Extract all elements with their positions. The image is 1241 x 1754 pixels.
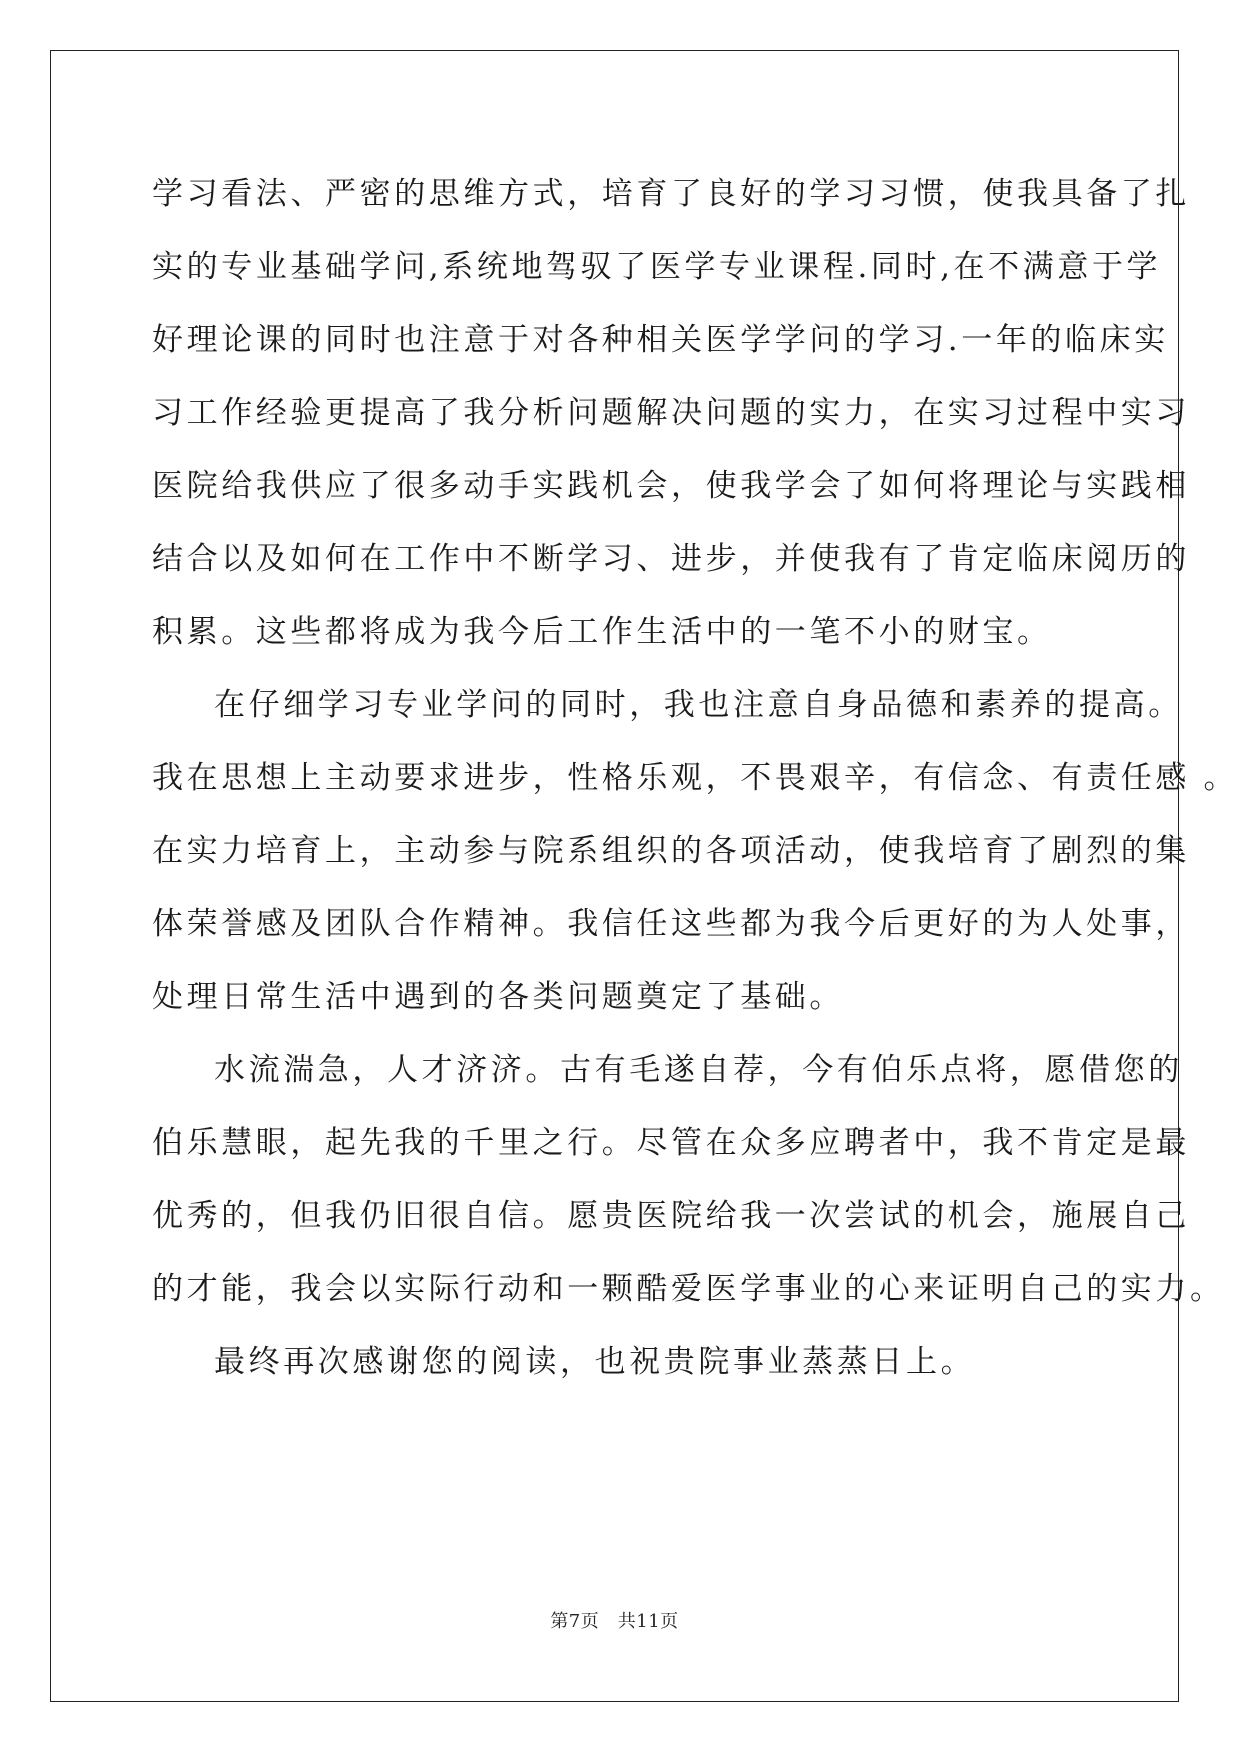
page-number-footer: 第7页 共11页 xyxy=(550,1611,679,1632)
paragraph-line: 我在思想上主动要求进步，性格乐观，不畏艰辛，有信念、有责任感 。 xyxy=(152,760,1239,796)
paragraph-line: 在实力培育上，主动参与院系组织的各项活动，使我培育了剧烈的集 xyxy=(152,833,1190,869)
paragraph-line: 体荣誉感及团队合作精神。我信任这些都为我今后更好的为人处事， xyxy=(152,906,1190,942)
page-border xyxy=(50,50,1239,1702)
paragraph-line: 学习看法、严密的思维方式，培育了良好的学习习惯，使我具备了扎 xyxy=(152,176,1190,212)
paragraph-line: 结合以及如何在工作中不断学习、进步，并使我有了肯定临床阅历的 xyxy=(152,541,1190,577)
paragraph-line: 医院给我供应了很多动手实践机会，使我学会了如何将理论与实践相 xyxy=(152,468,1190,504)
paragraph-first-line: 最终再次感谢您的阅读，也祝贵院事业蒸蒸日上。 xyxy=(214,1344,976,1380)
paragraph-first-line: 水流湍急，人才济济。古有毛遂自荐，今有伯乐点将，愿借您的 xyxy=(214,1052,1183,1088)
paragraph-line: 的才能，我会以实际行动和一颗酷爱医学事业的心来证明自己的实力。 xyxy=(152,1271,1225,1307)
paragraph-first-line: 在仔细学习专业学问的同时，我也注意自身品德和素养的提高。 xyxy=(214,687,1183,723)
paragraph-line: 积累。这些都将成为我今后工作生活中的一笔不小的财宝。 xyxy=(152,614,1052,650)
paragraph-line: 伯乐慧眼，起先我的千里之行。尽管在众多应聘者中，我不肯定是最 xyxy=(152,1125,1190,1161)
paragraph-line: 实的专业基础学问,系统地驾驭了医学专业课程.同时,在不满意于学 xyxy=(152,249,1162,285)
paragraph-line: 好理论课的同时也注意于对各种相关医学学问的学习.一年的临床实 xyxy=(152,322,1169,358)
paragraph-line: 习工作经验更提高了我分析问题解决问题的实力，在实习过程中实习 xyxy=(152,395,1190,431)
paragraph-line: 处理日常生活中遇到的各类问题奠定了基础。 xyxy=(152,979,844,1015)
paragraph-line: 优秀的，但我仍旧很自信。愿贵医院给我一次尝试的机会，施展自己 xyxy=(152,1198,1190,1234)
